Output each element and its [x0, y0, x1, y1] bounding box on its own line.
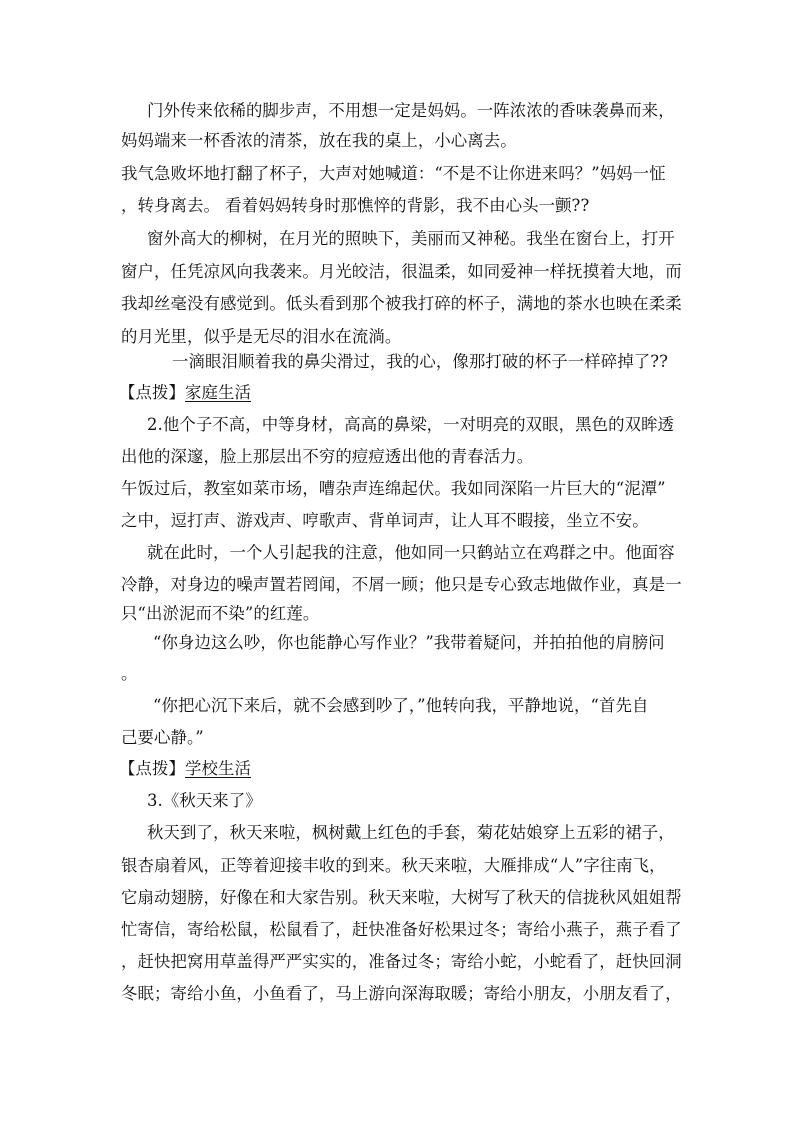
- paragraph-line: 。: [121, 664, 138, 683]
- tip-label: 【点拨】: [119, 383, 185, 402]
- paragraph-line: 的月光里，似乎是无尽的泪水在流淌。: [121, 327, 402, 346]
- paragraph-line: 忙寄信，寄给松鼠，松鼠看了，赶快准备好松果过冬；寄给小燕子，燕子看了: [121, 920, 682, 939]
- paragraph-line: 秋天到了，秋天来啦，枫树戴上红色的手套，菊花姑娘穿上五彩的裙子，: [147, 823, 675, 842]
- paragraph-line: “你身边这么吵，你也能静心写作业？”我带着疑问，并拍拍他的肩膀问: [153, 633, 665, 652]
- tip-line: [119, 383, 251, 403]
- paragraph-line: 一滴眼泪顺着我的鼻尖滑过，我的心，像那打破的杯子一样碎掉了??: [172, 352, 669, 371]
- paragraph-line: 只“出淤泥而不染”的红莲。: [121, 604, 320, 623]
- paragraph-line: ，转身离去。 看着妈妈转身时那憔悴的背影，我不由心头一颤??: [121, 196, 590, 215]
- paragraph-line: 就在此时，一个人引起我的注意，他如同一只鹤站立在鸡群之中。他面容: [147, 543, 675, 562]
- tip-line: [119, 759, 251, 779]
- section-title: 3.《秋天来了》: [147, 791, 262, 810]
- paragraph-line: 银杏扇着风，正等着迎接丰收的到来。秋天来啦，大雁排成“人”字往南飞，: [121, 856, 666, 875]
- paragraph-line: 午饭过后，教室如菜市场，嘈杂声连绵起伏。我如同深陷一片巨大的“泥潭”: [121, 479, 666, 498]
- paragraph-line: 窗户，任凭凉风向我袭来。月光皎洁，很温柔，如同爱神一样抚摸着大地，而: [121, 262, 682, 281]
- paragraph-line: 门外传来依稀的脚步声，不用想一定是妈妈。一阵浓浓的香味袭鼻而来，: [147, 101, 675, 120]
- paragraph-line: 妈妈端来一杯香浓的清茶，放在我的桌上，小心离去。: [121, 131, 517, 150]
- paragraph-line: 己要心静。”: [121, 728, 204, 747]
- paragraph-line: ，赶快把窝用草盖得严严实实的，准备过冬；寄给小蛇，小蛇看了，赶快回洞: [121, 952, 682, 971]
- paragraph-line: “你把心沉下来后，就不会感到吵了，”他转向我，平静地说，“首先自: [153, 696, 649, 715]
- paragraph-line: 之中，逗打声、游戏声、哼歌声、背单词声，让人耳不暇接，坐立不安。: [121, 511, 649, 530]
- tip-label: 【点拨】: [119, 759, 185, 778]
- paragraph-line: 我气急败坏地打翻了杯子，大声对她喊道：“不是不让你进来吗？”妈妈一怔: [121, 164, 666, 183]
- paragraph-line: 它扇动翅膀，好像在和大家告别。秋天来啦，大树写了秋天的信拢秋风姐姐帮: [121, 888, 682, 907]
- tip-value: 学校生活: [184, 759, 251, 778]
- tip-value: 家庭生活: [184, 383, 251, 402]
- paragraph-line: 出他的深邃，脸上那层出不穷的痘痘透出他的青春活力。: [121, 447, 534, 466]
- paragraph-line: 窗外高大的柳树，在月光的照映下，美丽而又神秘。我坐在窗台上，打开: [147, 229, 675, 248]
- paragraph-line: 冷静，对身边的噪声置若罔闻，不屑一顾；他只是专心致志地做作业，真是一: [121, 575, 682, 594]
- paragraph-line: 2.他个子不高，中等身材，高高的鼻梁，一对明亮的双眼，黑色的双眸透: [147, 415, 675, 434]
- paragraph-line: 冬眠；寄给小鱼，小鱼看了，马上游向深海取暖；寄给小朋友，小朋友看了，: [121, 984, 682, 1003]
- paragraph-line: 我却丝毫没有感觉到。低头看到那个被我打碎的杯子，满地的茶水也映在柔柔: [121, 294, 682, 313]
